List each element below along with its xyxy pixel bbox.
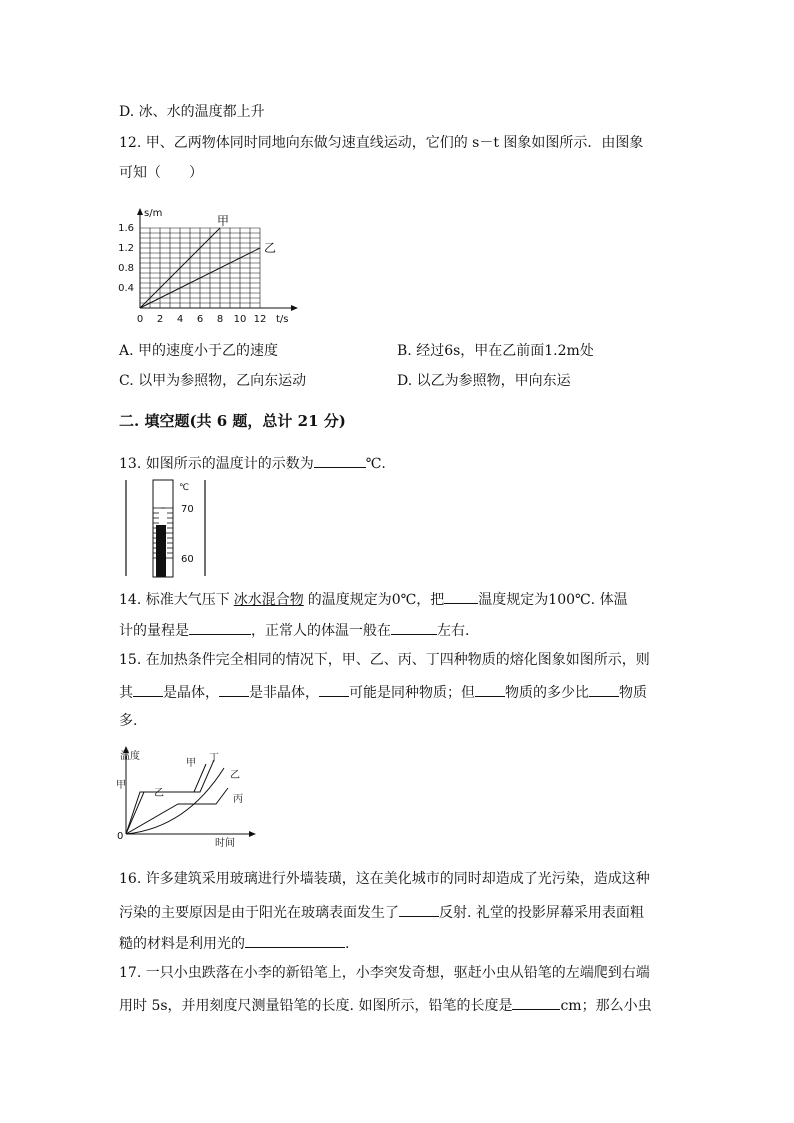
q14-blank-2[interactable] xyxy=(189,620,251,635)
q16-line3 xyxy=(119,933,349,953)
section-heading: 二. 填空题(共 6 题，总计 21 分) xyxy=(119,412,346,430)
y-axis-arrow xyxy=(137,208,143,215)
melting-curve-jia xyxy=(126,764,206,834)
q15-line2 xyxy=(119,682,647,702)
q14-filled-answer: 冰水混合物 xyxy=(233,592,304,608)
q16-text-b: 反射. 礼堂的投影屏幕采用表面粗 xyxy=(439,905,644,921)
melting-y-label: 温度 xyxy=(120,751,140,762)
q12-stem-line1: 12. 甲、乙两物体同时同地向东做匀速直线运动，它们的 s－t 图象如图所示．由图象 xyxy=(119,135,644,151)
q16-text-c: 糙的材料是利用光的 xyxy=(119,936,245,952)
q15-text-b: 是晶体， xyxy=(163,685,219,701)
q15-text-d: 可能是同种物质；但 xyxy=(349,685,475,701)
melting-label-ding: 丁 xyxy=(209,753,219,764)
q13-answer-blank[interactable] xyxy=(314,453,366,468)
q16-line1: 16. 许多建筑采用玻璃进行外墙装璜，这在美化城市的同时却造成了光污染，造成这种 xyxy=(119,871,650,887)
melting-label-yi-left: 乙 xyxy=(154,788,164,799)
q17-text-b: cm；那么小虫 xyxy=(560,998,652,1014)
q15-blank-3[interactable] xyxy=(319,682,349,697)
q15-text-f: 物质 xyxy=(619,685,647,701)
q12-option-a: A. 甲的速度小于乙的速度 xyxy=(119,343,279,359)
melting-label-yi-right: 乙 xyxy=(230,770,240,781)
q15-blank-5[interactable] xyxy=(589,682,619,697)
q16-text-d: . xyxy=(345,936,350,952)
q17-text-a: 用时 5s，并用刻度尺测量铅笔的长度. 如图所示，铅笔的长度是 xyxy=(119,998,513,1014)
x-tick-label: 4 xyxy=(176,314,184,325)
thermometer-unit: ℃ xyxy=(179,483,190,493)
q17-blank-1[interactable] xyxy=(512,995,560,1010)
q12-option-b: B. 经过6s，甲在乙前面1.2m处 xyxy=(397,343,594,359)
q16-text-a: 污染的主要原因是由于阳光在玻璃表面发生了 xyxy=(119,905,399,921)
x-axis-arrow xyxy=(291,305,298,311)
q15-line1: 15. 在加热条件完全相同的情况下，甲、乙、丙、丁四种物质的熔化图象如图所示，则 xyxy=(119,652,650,668)
series-label-1: 乙 xyxy=(264,241,277,255)
q13-text-after: ℃. xyxy=(365,456,386,472)
x-axis-label: t/s xyxy=(276,314,289,325)
q11-option-d: D. 冰、水的温度都上升 xyxy=(119,104,265,120)
q14-text-d: 计的量程是 xyxy=(119,623,189,639)
x-tick-label: 10 xyxy=(233,314,247,325)
q12-option-c: C. 以甲为参照物，乙向东运动 xyxy=(119,373,307,389)
q14-text-a: 14. 标准大气压下 xyxy=(119,592,230,608)
thermometer-label-70: 70 xyxy=(181,504,194,515)
st-graph xyxy=(110,196,310,332)
q14-text-e: ，正常人的体温一般在 xyxy=(251,623,391,639)
q13-text-before: 13. 如图所示的温度计的示数为 xyxy=(119,456,314,472)
q17-line2 xyxy=(119,995,652,1015)
q15-blank-4[interactable] xyxy=(475,682,505,697)
q15-line3: 多. xyxy=(119,713,138,729)
x-tick-label: 0 xyxy=(136,314,144,325)
q17-line1: 17. 一只小虫跌落在小李的新铅笔上，小李突发奇想，驱赶小虫从铅笔的左端爬到右端 xyxy=(119,965,650,981)
q14-text-f: 左右. xyxy=(437,623,470,639)
melting-origin: 0 xyxy=(117,831,124,842)
q15-blank-2[interactable] xyxy=(219,682,249,697)
melting-curve-bing xyxy=(126,788,228,834)
q15-blank-1[interactable] xyxy=(133,682,163,697)
y-tick-label: 1.6 xyxy=(118,223,134,234)
melting-label-jia-left: 甲 xyxy=(116,780,126,791)
q16-blank-1[interactable] xyxy=(399,902,439,917)
thermometer-label-60: 60 xyxy=(181,554,194,565)
q15-text-a: 其 xyxy=(119,685,133,701)
y-tick-label: 1.2 xyxy=(118,243,134,254)
y-tick-label: 0.8 xyxy=(118,263,134,274)
melting-curve-yi xyxy=(126,768,224,834)
x-tick-label: 6 xyxy=(196,314,204,325)
melting-x-label: 时间 xyxy=(215,838,235,848)
q14-blank-1[interactable] xyxy=(444,589,478,604)
q13-stem xyxy=(119,453,386,473)
q14-text-b: 的温度规定为0℃，把 xyxy=(307,592,445,608)
q12-option-d: D. 以乙为参照物，甲向东运 xyxy=(397,373,571,389)
q12-stem-line2: 可知（ ） xyxy=(119,165,203,181)
q15-text-e: 物质的多少比 xyxy=(505,685,589,701)
q14-text-c: 温度规定为100℃. 体温 xyxy=(478,592,628,608)
q14-line1 xyxy=(119,589,628,609)
series-label-0: 甲 xyxy=(217,214,230,228)
melting-label-jia-top: 甲 xyxy=(186,758,196,769)
y-tick-label: 0.4 xyxy=(118,283,134,294)
q16-line2 xyxy=(119,902,644,922)
x-tick-label: 8 xyxy=(216,314,224,325)
x-tick-label: 2 xyxy=(156,314,164,325)
q16-blank-2[interactable] xyxy=(245,933,345,948)
melting-label-bing: 丙 xyxy=(233,794,243,805)
q15-text-c: 是非晶体， xyxy=(249,685,319,701)
x-tick-label: 12 xyxy=(253,314,267,325)
q14-line2 xyxy=(119,620,469,640)
q14-blank-3[interactable] xyxy=(391,620,437,635)
melting-graph xyxy=(116,744,258,848)
y-axis-label: s/m xyxy=(144,208,163,219)
thermometer-figure xyxy=(120,478,212,578)
